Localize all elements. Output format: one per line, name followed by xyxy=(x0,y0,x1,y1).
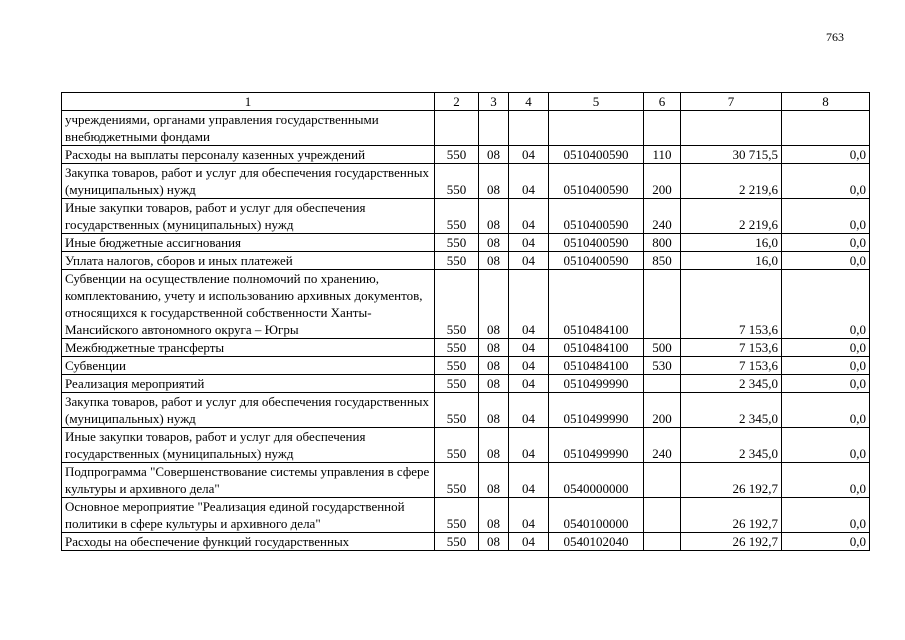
expense-type-cell xyxy=(644,533,681,551)
table-row xyxy=(62,164,870,199)
subsection-cell: 04 xyxy=(509,234,549,252)
target-article-cell: 0510484100 xyxy=(549,357,644,375)
subsection-cell: 04 xyxy=(509,252,549,270)
row-name-cell: Расходы на выплаты персоналу казенных учреждений xyxy=(62,146,435,164)
admin-code-cell xyxy=(435,111,479,146)
row-name-cell: Закупка товаров, работ и услуг для обеспечения государственных (муниципальных) нужд xyxy=(62,164,435,199)
section-cell: 08 xyxy=(479,463,509,498)
subsection-cell: 04 xyxy=(509,375,549,393)
target-article-cell: 0510400590 xyxy=(549,234,644,252)
amount-cell: 2 345,0 xyxy=(681,393,782,428)
amount-secondary-cell: 0,0 xyxy=(782,339,870,357)
section-cell: 08 xyxy=(479,234,509,252)
target-article-cell: 0510484100 xyxy=(549,270,644,339)
amount-cell xyxy=(681,111,782,146)
subsection-cell: 04 xyxy=(509,428,549,463)
admin-code-cell: 550 xyxy=(435,234,479,252)
section-cell: 08 xyxy=(479,339,509,357)
row-name-cell: Иные бюджетные ассигнования xyxy=(62,234,435,252)
amount-cell: 26 192,7 xyxy=(681,533,782,551)
expense-type-cell: 500 xyxy=(644,339,681,357)
column-header: 5 xyxy=(549,93,644,111)
target-article-cell: 0510400590 xyxy=(549,146,644,164)
section-cell: 08 xyxy=(479,375,509,393)
amount-cell: 16,0 xyxy=(681,234,782,252)
row-name-cell: Межбюджетные трансферты xyxy=(62,339,435,357)
column-header: 4 xyxy=(509,93,549,111)
target-article-cell: 0540000000 xyxy=(549,463,644,498)
target-article-cell: 0510484100 xyxy=(549,339,644,357)
target-article-cell: 0540102040 xyxy=(549,533,644,551)
table-row xyxy=(62,146,870,164)
subsection-cell: 04 xyxy=(509,339,549,357)
expense-type-cell: 200 xyxy=(644,393,681,428)
subsection-cell: 04 xyxy=(509,164,549,199)
row-name-cell: Закупка товаров, работ и услуг для обеспечения государственных (муниципальных) нужд xyxy=(62,393,435,428)
column-header: 2 xyxy=(435,93,479,111)
table-row xyxy=(62,252,870,270)
admin-code-cell: 550 xyxy=(435,375,479,393)
row-name-cell: Иные закупки товаров, работ и услуг для обеспечения государственных (муниципальных) нужд xyxy=(62,428,435,463)
target-article-cell: 0510499990 xyxy=(549,375,644,393)
amount-cell: 7 153,6 xyxy=(681,270,782,339)
row-name-cell: Уплата налогов, сборов и иных платежей xyxy=(62,252,435,270)
subsection-cell: 04 xyxy=(509,357,549,375)
admin-code-cell: 550 xyxy=(435,498,479,533)
admin-code-cell: 550 xyxy=(435,199,479,234)
subsection-cell xyxy=(509,111,549,146)
table-row xyxy=(62,393,870,428)
table-row xyxy=(62,533,870,551)
amount-secondary-cell: 0,0 xyxy=(782,375,870,393)
expense-type-cell: 110 xyxy=(644,146,681,164)
amount-secondary-cell: 0,0 xyxy=(782,252,870,270)
target-article-cell: 0510400590 xyxy=(549,252,644,270)
expense-type-cell xyxy=(644,111,681,146)
section-cell: 08 xyxy=(479,270,509,339)
amount-cell: 7 153,6 xyxy=(681,339,782,357)
amount-cell: 30 715,5 xyxy=(681,146,782,164)
expense-type-cell: 530 xyxy=(644,357,681,375)
amount-cell: 2 219,6 xyxy=(681,199,782,234)
section-cell xyxy=(479,111,509,146)
expense-type-cell xyxy=(644,463,681,498)
expense-type-cell xyxy=(644,270,681,339)
section-cell: 08 xyxy=(479,252,509,270)
row-name-cell: Основное мероприятие "Реализация единой государственной политики в сфере культуры и архивного дела" xyxy=(62,498,435,533)
admin-code-cell: 550 xyxy=(435,533,479,551)
target-article-cell: 0510499990 xyxy=(549,428,644,463)
subsection-cell: 04 xyxy=(509,270,549,339)
table-row xyxy=(62,357,870,375)
column-header: 6 xyxy=(644,93,681,111)
admin-code-cell: 550 xyxy=(435,393,479,428)
admin-code-cell: 550 xyxy=(435,339,479,357)
section-cell: 08 xyxy=(479,533,509,551)
row-name-cell: Реализация мероприятий xyxy=(62,375,435,393)
amount-secondary-cell: 0,0 xyxy=(782,164,870,199)
row-name-cell: Расходы на обеспечение функций государственных xyxy=(62,533,435,551)
admin-code-cell: 550 xyxy=(435,463,479,498)
amount-cell: 26 192,7 xyxy=(681,498,782,533)
admin-code-cell: 550 xyxy=(435,428,479,463)
row-name-cell: Субвенции xyxy=(62,357,435,375)
row-name-cell: Иные закупки товаров, работ и услуг для обеспечения государственных (муниципальных) нужд xyxy=(62,199,435,234)
expense-type-cell: 850 xyxy=(644,252,681,270)
row-name-cell: учреждениями, органами управления государственными внебюджетными фондами xyxy=(62,111,435,146)
table-row xyxy=(62,463,870,498)
table-row xyxy=(62,234,870,252)
amount-secondary-cell: 0,0 xyxy=(782,428,870,463)
budget-table xyxy=(61,92,870,551)
expense-type-cell xyxy=(644,498,681,533)
target-article-cell: 0510400590 xyxy=(549,199,644,234)
section-cell: 08 xyxy=(479,199,509,234)
amount-secondary-cell: 0,0 xyxy=(782,357,870,375)
section-cell: 08 xyxy=(479,428,509,463)
subsection-cell: 04 xyxy=(509,463,549,498)
amount-secondary-cell: 0,0 xyxy=(782,463,870,498)
amount-secondary-cell: 0,0 xyxy=(782,533,870,551)
target-article-cell xyxy=(549,111,644,146)
subsection-cell: 04 xyxy=(509,199,549,234)
expense-type-cell xyxy=(644,375,681,393)
table-row xyxy=(62,375,870,393)
amount-cell: 7 153,6 xyxy=(681,357,782,375)
table-header-row xyxy=(62,93,870,111)
amount-secondary-cell xyxy=(782,111,870,146)
table-row xyxy=(62,339,870,357)
section-cell: 08 xyxy=(479,393,509,428)
column-header: 8 xyxy=(782,93,870,111)
section-cell: 08 xyxy=(479,146,509,164)
page-number: 763 xyxy=(826,30,844,44)
admin-code-cell: 550 xyxy=(435,357,479,375)
column-header: 1 xyxy=(62,93,435,111)
amount-cell: 16,0 xyxy=(681,252,782,270)
subsection-cell: 04 xyxy=(509,498,549,533)
target-article-cell: 0540100000 xyxy=(549,498,644,533)
target-article-cell: 0510400590 xyxy=(549,164,644,199)
amount-cell: 2 345,0 xyxy=(681,375,782,393)
admin-code-cell: 550 xyxy=(435,146,479,164)
row-name-cell: Субвенции на осуществление полномочий по хранению, комплектованию, учету и использованию архивных документов, относящихся к государственной собственности Ханты-Мансийского автономного округа – Югры xyxy=(62,270,435,339)
amount-cell: 2 345,0 xyxy=(681,428,782,463)
section-cell: 08 xyxy=(479,357,509,375)
table-row xyxy=(62,199,870,234)
amount-secondary-cell: 0,0 xyxy=(782,199,870,234)
column-header: 3 xyxy=(479,93,509,111)
amount-cell: 2 219,6 xyxy=(681,164,782,199)
table-body xyxy=(62,111,870,551)
amount-secondary-cell: 0,0 xyxy=(782,146,870,164)
amount-secondary-cell: 0,0 xyxy=(782,234,870,252)
expense-type-cell: 240 xyxy=(644,199,681,234)
section-cell: 08 xyxy=(479,498,509,533)
table-row xyxy=(62,428,870,463)
admin-code-cell: 550 xyxy=(435,252,479,270)
amount-secondary-cell: 0,0 xyxy=(782,498,870,533)
expense-type-cell: 240 xyxy=(644,428,681,463)
amount-secondary-cell: 0,0 xyxy=(782,270,870,339)
admin-code-cell: 550 xyxy=(435,270,479,339)
table-row xyxy=(62,111,870,146)
amount-secondary-cell: 0,0 xyxy=(782,393,870,428)
admin-code-cell: 550 xyxy=(435,164,479,199)
subsection-cell: 04 xyxy=(509,533,549,551)
row-name-cell: Подпрограмма "Совершенствование системы управления в сфере культуры и архивного дела" xyxy=(62,463,435,498)
table-row xyxy=(62,270,870,339)
subsection-cell: 04 xyxy=(509,146,549,164)
target-article-cell: 0510499990 xyxy=(549,393,644,428)
column-header: 7 xyxy=(681,93,782,111)
expense-type-cell: 800 xyxy=(644,234,681,252)
expense-type-cell: 200 xyxy=(644,164,681,199)
section-cell: 08 xyxy=(479,164,509,199)
amount-cell: 26 192,7 xyxy=(681,463,782,498)
subsection-cell: 04 xyxy=(509,393,549,428)
table-row xyxy=(62,498,870,533)
